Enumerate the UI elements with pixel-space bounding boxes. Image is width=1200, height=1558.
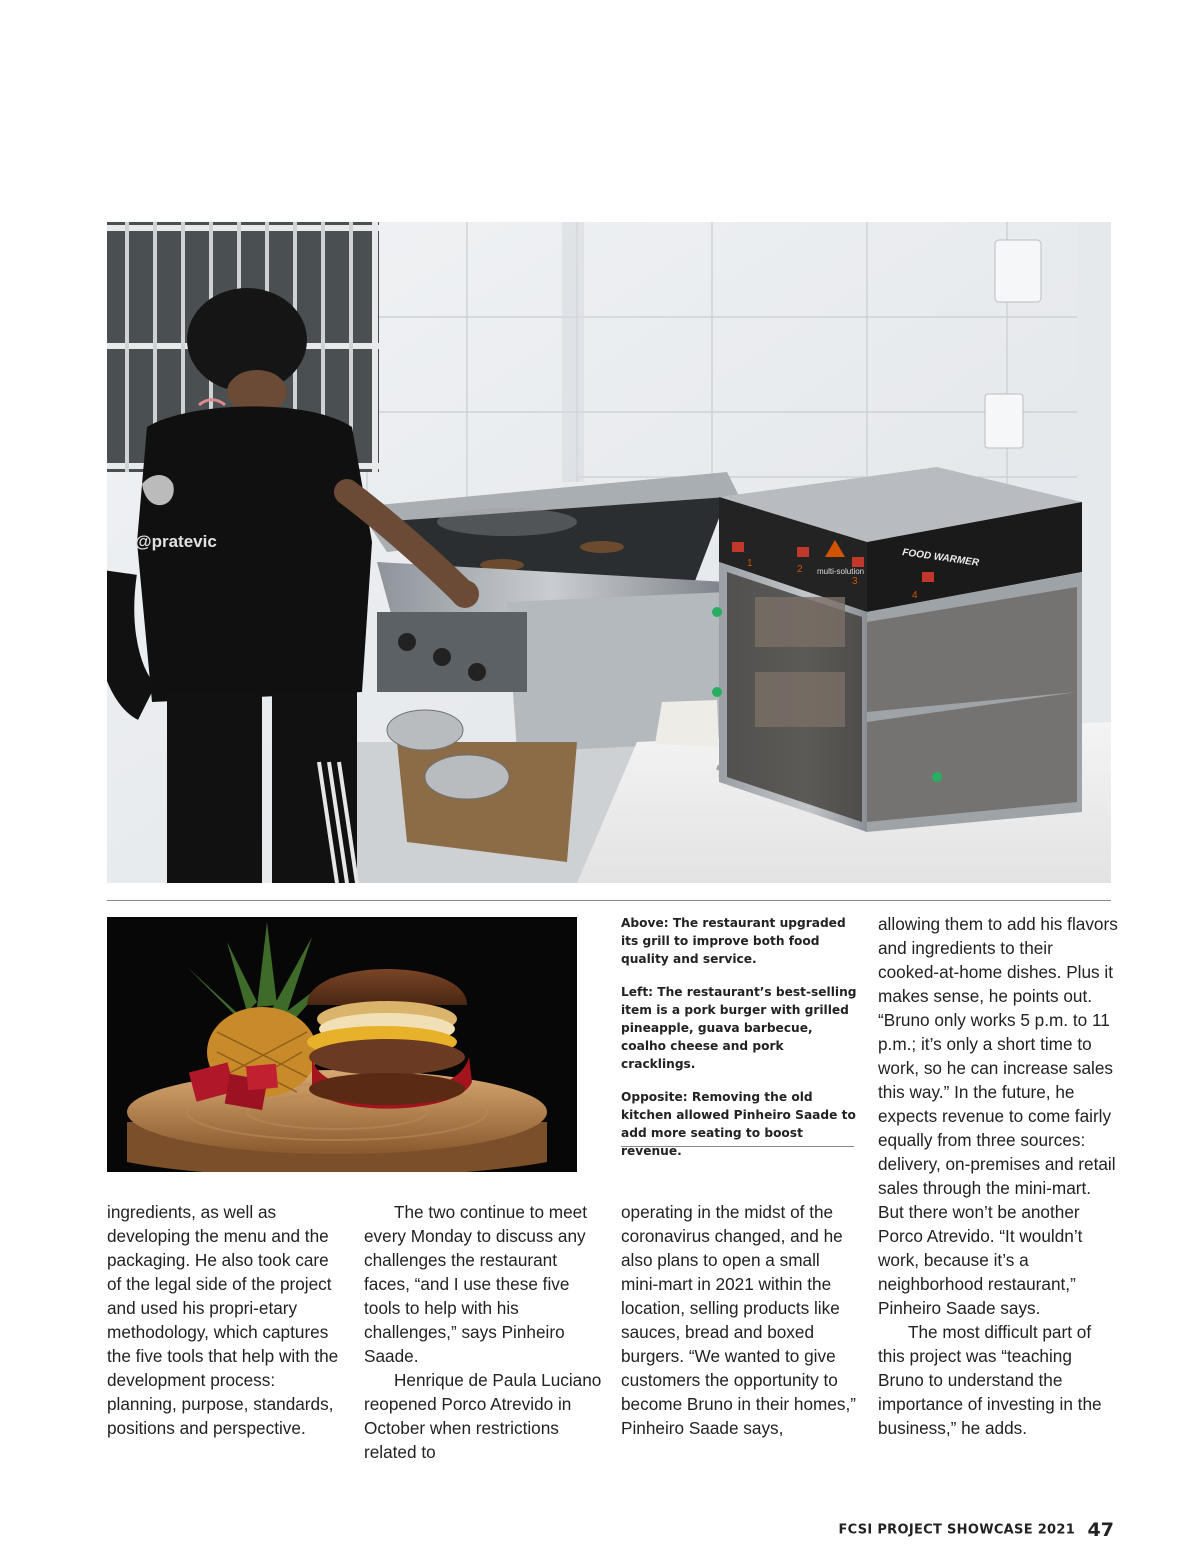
publication-name: FCSI PROJECT SHOWCASE 2021	[838, 1522, 1076, 1538]
photo-divider-rule	[107, 900, 1111, 901]
warmer-logo-text: multi-solution	[817, 567, 865, 576]
article-column-4	[878, 912, 1118, 1440]
photo-captions	[621, 914, 857, 1175]
article-column-1	[107, 1200, 345, 1440]
warmer-number-1: 1	[747, 558, 753, 569]
caption-opposite: Opposite: Removing the old kitchen allowed Pinheiro Saade to add more seating to boost revenue.	[621, 1090, 856, 1158]
page-footer	[838, 1519, 1114, 1541]
shirt-logo-text: @pratevic	[135, 532, 217, 551]
article-column-2	[364, 1200, 602, 1464]
caption-above: Above: The restaurant upgraded its grill to improve both food quality and service.	[621, 916, 846, 966]
paragraph: ingredients, as well as developing the menu and the packaging. He also took care of the legal side of the project and used his propri-etary methodology, which captures the five tools that help with the development process: planning, purpose, standards, positions and perspective.	[107, 1202, 339, 1438]
article-column-3	[621, 1200, 859, 1440]
paragraph: The two continue to meet every Monday to discuss any challenges the restaurant faces, “and I use these five tools to help with his challenges,” says Pinheiro Saade.	[364, 1202, 587, 1366]
warmer-brand-text: FOOD WARMER	[901, 547, 980, 569]
paragraph: Henrique de Paula Luciano reopened Porco Atrevido in October when restrictions related to	[364, 1370, 602, 1462]
paragraph: allowing them to add his flavors and ingredients to their cooked-at-home dishes. Plus it makes sense, he points out. “Bruno only works 5 p.m. to 11 p.m.; it’s only a short time to work, so he can increase sales this way.” In the future, he expects revenue to come fairly equally from three sources: delivery, on-premises and retail sales through the mini-mart. But there won’t be another Porco Atrevido. “It wouldn’t work, because it’s a neighborhood restaurant,” Pinheiro Saade says.	[878, 914, 1118, 1318]
warmer-number-4: 4	[912, 590, 918, 601]
warmer-number-2: 2	[797, 564, 803, 575]
caption-left: Left: The restaurant’s best-selling item is a pork burger with grilled pineapple, guava barbecue, coalho cheese and pork cracklings.	[621, 985, 857, 1071]
page-number: 47	[1087, 1519, 1114, 1541]
photo-kitchen-grill	[107, 222, 1111, 883]
caption-divider-rule	[621, 1146, 854, 1147]
paragraph: The most difficult part of this project was “teaching Bruno to understand the importance of investing in the business,” he adds.	[878, 1322, 1102, 1438]
paragraph: operating in the midst of the coronavirus changed, and he also plans to open a small mini-mart in 2021 within the location, selling products like sauces, bread and boxed burgers. “We wanted to give customers the opportunity to become Bruno in their homes,” Pinheiro Saade says,	[621, 1202, 857, 1438]
warmer-number-3: 3	[852, 576, 858, 587]
photo-pork-burger	[107, 917, 577, 1172]
